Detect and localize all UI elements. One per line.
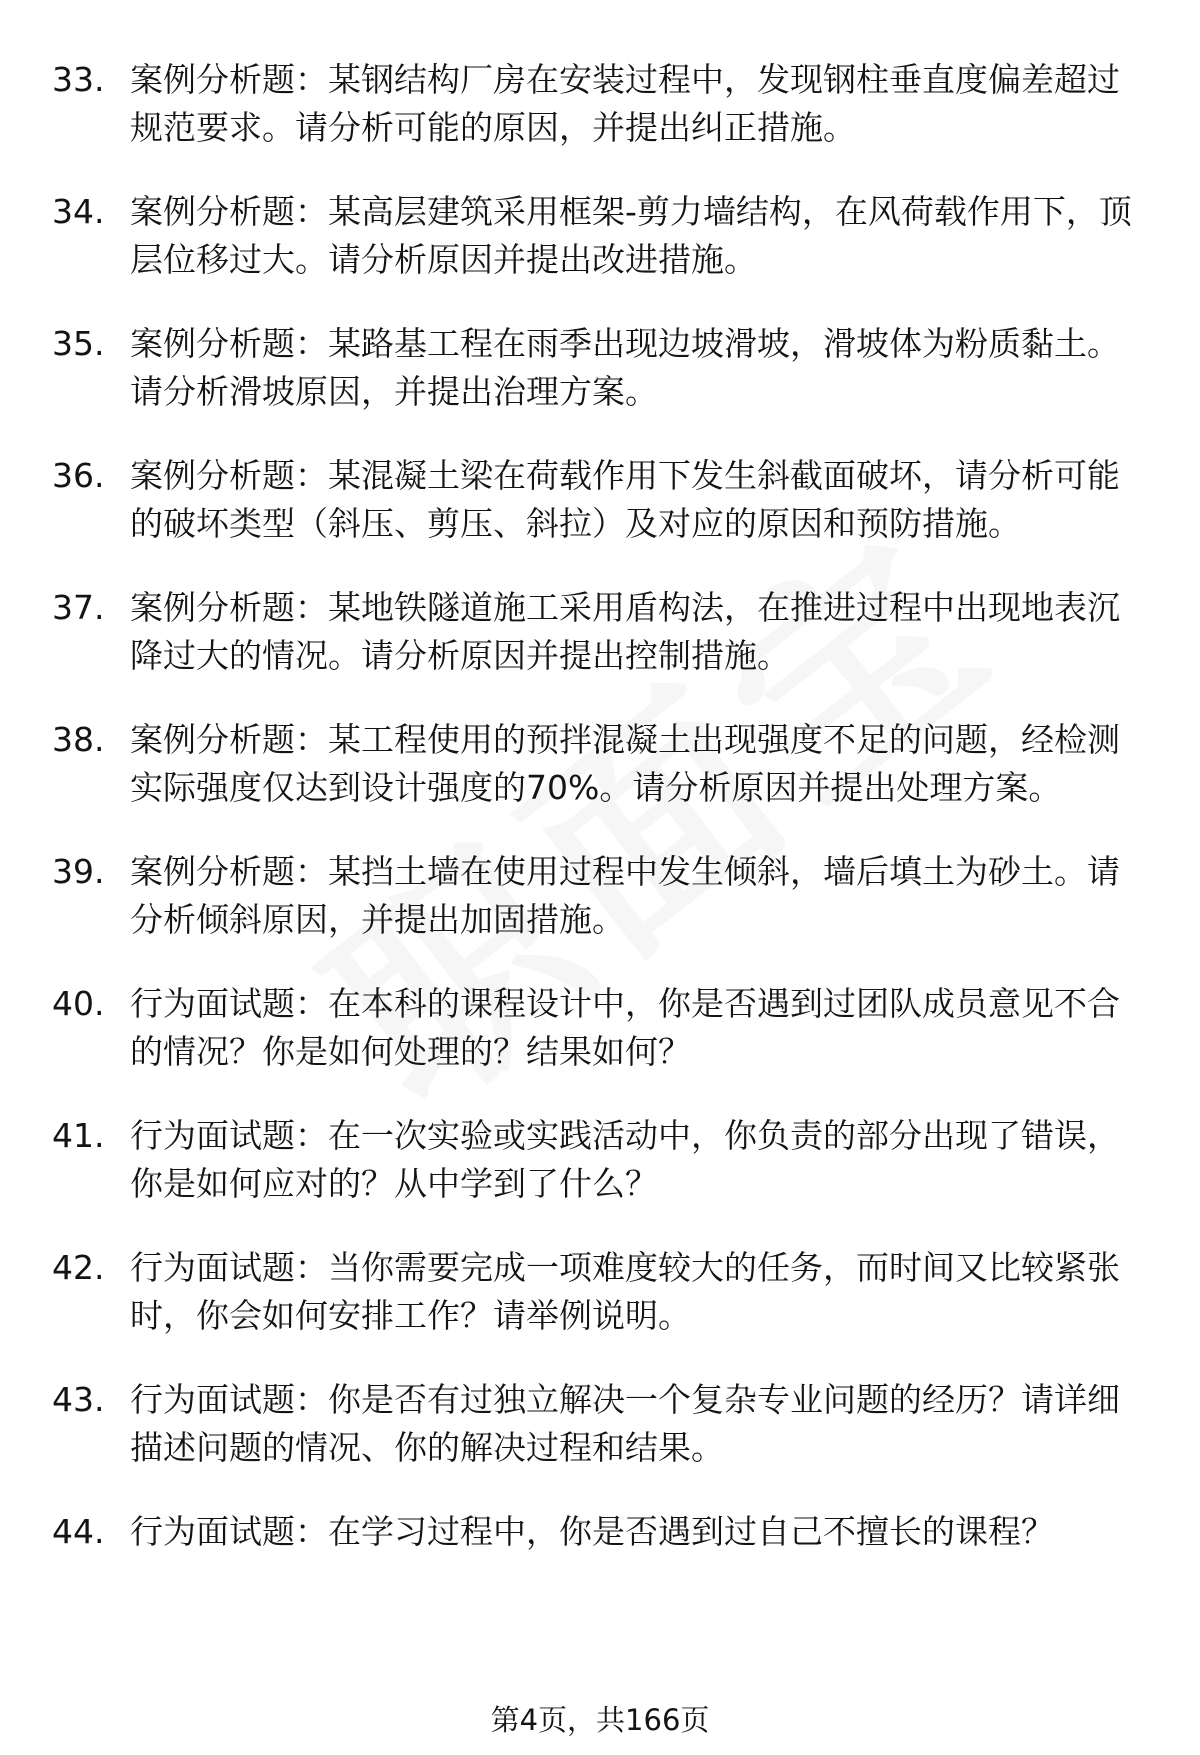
question-item xyxy=(52,320,1152,416)
question-item xyxy=(52,1508,1152,1556)
question-item xyxy=(52,1112,1152,1208)
question-text: 案例分析题：某高层建筑采用框架-剪力墙结构，在风荷载作用下，顶层位移过大。请分析原因并提出改进措施。 xyxy=(130,192,1132,279)
question-text: 案例分析题：某地铁隧道施工采用盾构法，在推进过程中出现地表沉降过大的情况。请分析原因并提出控制措施。 xyxy=(130,588,1120,675)
question-item xyxy=(52,1244,1152,1340)
question-list xyxy=(52,56,1152,1592)
question-text: 行为面试题：在学习过程中，你是否遇到过自己不擅长的课程？ xyxy=(130,1512,1054,1551)
question-number: 40. xyxy=(52,984,105,1023)
question-text: 案例分析题：某钢结构厂房在安装过程中，发现钢柱垂直度偏差超过规范要求。请分析可能的原因，并提出纠正措施。 xyxy=(130,60,1120,147)
question-item xyxy=(52,452,1152,548)
question-text: 案例分析题：某路基工程在雨季出现边坡滑坡，滑坡体为粉质黏土。请分析滑坡原因，并提出治理方案。 xyxy=(130,324,1120,411)
question-text: 案例分析题：某混凝土梁在荷载作用下发生斜截面破坏，请分析可能的破坏类型（斜压、剪压、斜拉）及对应的原因和预防措施。 xyxy=(130,456,1120,543)
question-item xyxy=(52,188,1152,284)
question-text: 案例分析题：某工程使用的预拌混凝土出现强度不足的问题，经检测实际强度仅达到设计强度的70%。请分析原因并提出处理方案。 xyxy=(130,720,1120,807)
question-number: 36. xyxy=(52,456,105,495)
question-item xyxy=(52,584,1152,680)
question-number: 42. xyxy=(52,1248,105,1287)
question-number: 33. xyxy=(52,60,105,99)
question-text: 行为面试题：在一次实验或实践活动中，你负责的部分出现了错误，你是如何应对的？从中学到了什么？ xyxy=(130,1116,1120,1203)
question-number: 35. xyxy=(52,324,105,363)
question-text: 案例分析题：某挡土墙在使用过程中发生倾斜，墙后填土为砂土。请分析倾斜原因，并提出加固措施。 xyxy=(130,852,1120,939)
question-item xyxy=(52,980,1152,1076)
question-number: 38. xyxy=(52,720,105,759)
page-number: 第4页，共166页 xyxy=(490,1703,710,1737)
question-text: 行为面试题：在本科的课程设计中，你是否遇到过团队成员意见不合的情况？你是如何处理的？结果如何？ xyxy=(130,984,1120,1071)
question-item xyxy=(52,848,1152,944)
question-text: 行为面试题：当你需要完成一项难度较大的任务，而时间又比较紧张时，你会如何安排工作？请举例说明。 xyxy=(130,1248,1120,1335)
question-number: 37. xyxy=(52,588,105,627)
question-item xyxy=(52,1376,1152,1472)
question-number: 43. xyxy=(52,1380,105,1419)
question-number: 44. xyxy=(52,1512,105,1551)
question-text: 行为面试题：你是否有过独立解决一个复杂专业问题的经历？请详细描述问题的情况、你的解决过程和结果。 xyxy=(130,1380,1120,1467)
question-number: 41. xyxy=(52,1116,105,1155)
question-item xyxy=(52,56,1152,152)
question-number: 34. xyxy=(52,192,105,231)
question-number: 39. xyxy=(52,852,105,891)
question-item xyxy=(52,716,1152,812)
